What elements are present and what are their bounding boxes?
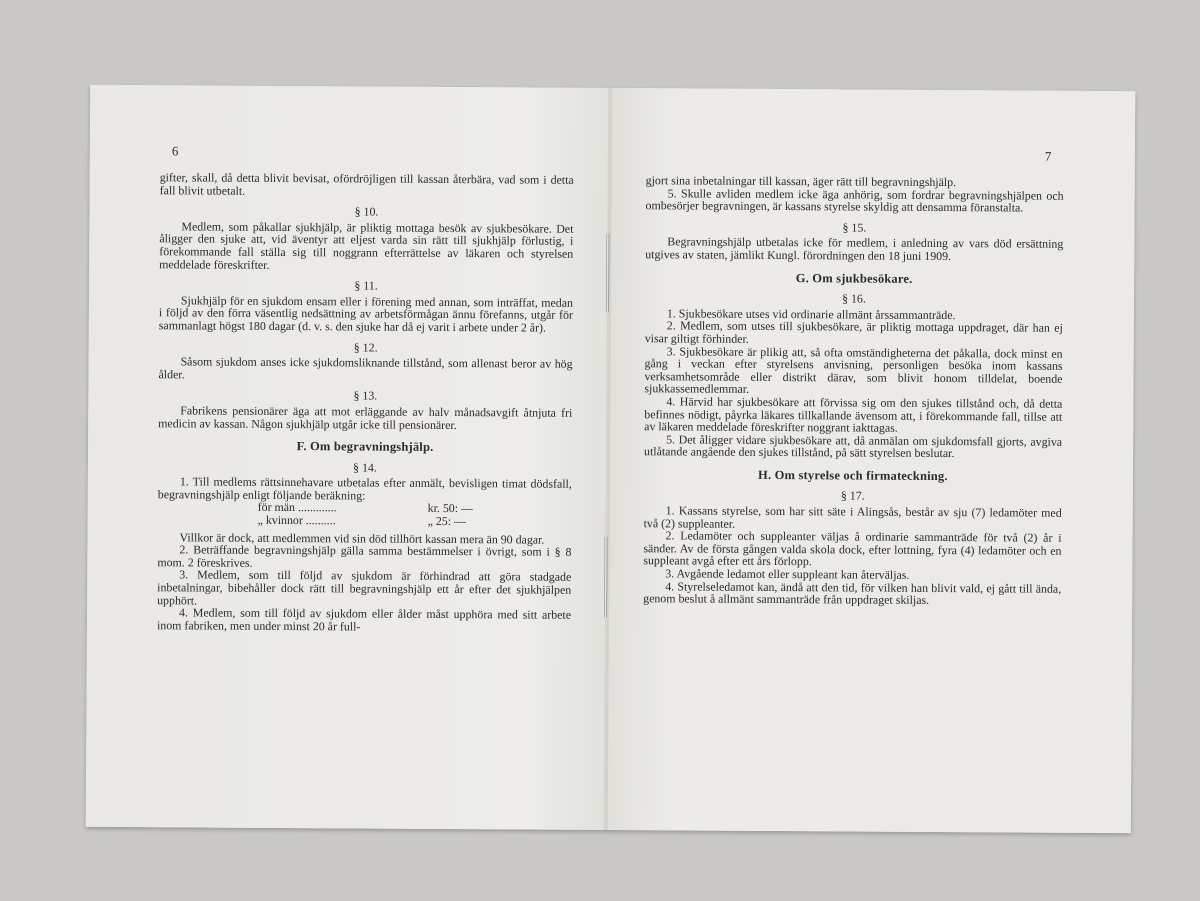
paragraph: Fabrikens pensionärer äga att mot erläggande av halv månadsavgift åtnjuta fri medicin av kassan. Någon sjukhjälp utgår icke till pensionärer. xyxy=(158,403,573,432)
page-number: 6 xyxy=(171,143,179,159)
right-text-column xyxy=(643,174,1064,607)
paragraph: gjort sina inbetalningar till kassan, äger rätt till begravningshjälp. xyxy=(645,173,957,190)
section-number: § 17. xyxy=(840,488,865,504)
section-number: § 10. xyxy=(354,204,379,219)
paragraph: 5. Det åligger vidare sjukbesökare att, då anmälan om sjukdomsfall gjorts, avgiva utlåtande angående den sjukes tillstånd, på sätt styrelsen beslutar. xyxy=(644,432,1063,461)
paragraph: 5. Skulle avliden medlem icke äga anhörig, som fordrar begravningshjälpen och ombesörjer begravningen, är kassans styrelse skyldig att densamma föranstalta. xyxy=(645,185,1064,215)
right-page xyxy=(606,88,1136,833)
paragraph: 4. Medlem, som till följd av sjukdom eller ålder måst upphöra med sitt arbete inom fabriken, men under minst 20 år full- xyxy=(156,605,572,634)
section-number: § 12. xyxy=(353,339,378,355)
amount-value: kr. 50: — xyxy=(427,501,474,516)
paragraph: Såsom sjukdom anses icke sjukdomsliknande tillstånd, som allenast beror av hög ålder. xyxy=(158,354,573,382)
section-heading: H. Om styrelse och firmateckning. xyxy=(758,467,948,483)
left-text-column xyxy=(157,171,574,634)
section-number: § 16. xyxy=(842,291,866,306)
paragraph: gifter, skall, då detta blivit bevisat, ofördröjligen till kassan återbära, vad som i detta fall blivit utbetalt. xyxy=(159,170,574,198)
paragraph: 3. Sjukbesökare är plikig att, så ofta omständigheterna det påkalla, dock minst en gång i veckan efter styrelsens anvisning, personligen besöka inom kassans verksamhetsområde eller distrikt därav, som blivit honom tilldelat, boende sjukkassemedlemmar. xyxy=(644,343,1063,397)
section-number: § 15. xyxy=(842,220,867,235)
paragraph: 1. Kassans styrelse, som har sitt säte i Alingsås, består av sju (7) ledamöter med två (2) suppleanter. xyxy=(643,503,1062,531)
open-booklet xyxy=(86,85,1136,833)
page-number: 7 xyxy=(1044,148,1052,164)
paragraph: 4. Styrelseledamot kan, ändå att den tid, för vilken han blivit vald, ej gått till ända, genom beslut å allmänt sammanträde från uppdraget skiljas. xyxy=(643,578,1062,608)
paragraph: Medlem, som påkallar sjukhjälp, är pliktig mottaga besök av sjukbesökare. Det åligger den sjuke att, vid äventyr att eljest varda sin rätt till sjukhjälp förlustig, i förekommande fall ställa sig till noggrann efterrättelse av läkaren och styrelsen meddelade föreskrifter. xyxy=(159,219,574,272)
paragraph: 4. Härvid har sjukbesökare att förvissa sig om den sjukes tillstånd och, då detta befinnes nödigt, påyrka läkares tillkallande ävensom att, i förekommande fall, tillse att av läkaren meddelade föreskrifter noggrant iakttagas. xyxy=(644,394,1063,435)
amount-row xyxy=(158,513,572,528)
paragraph: 1. Sjukbesökare utses vid ordinarie allmänt årssammanträde. xyxy=(666,306,956,322)
paragraph: Sjukhjälp för en sjukdom ensam eller i förening med annan, som inträffat, medan i följd av den förra väsentlig nedsättning av arbetsförmågan ännu förefanns, utgår för sammanlagt högst 180 dagar (d. v. s. den sjuke har då ej varit i arbete under 2 år). xyxy=(158,293,573,335)
paragraph: Begravningshjälp utbetalas icke för medlem, i anledning av vars död ersättning utgives av staten, jämlikt Kungl. förordningen den 18 juni 1909. xyxy=(645,234,1064,264)
staple-top xyxy=(602,233,614,313)
paragraph: 2. Medlem, som utses till sjukbesökare, är pliktig mottaga uppdraget, där han ej visar giltigt förhinder. xyxy=(644,318,1063,346)
section-number: § 13. xyxy=(353,388,378,403)
section-heading: G. Om sjukbesökare. xyxy=(795,270,913,286)
amount-label: för män ............. xyxy=(257,500,337,515)
paragraph: Villkor är dock, att medlemmen vid sin död tillhört kassan mera än 90 dagar. xyxy=(179,530,545,547)
paragraph: 1. Till medlems rättsinnehavare utbetalas efter anmält, bevisligen timat dödsfall, begravningshjälp enligt följande beräkning: xyxy=(157,474,572,503)
left-page xyxy=(86,85,611,830)
amount-value: „ 25: — xyxy=(427,513,466,529)
section-number: § 11. xyxy=(354,278,378,293)
staple-bottom xyxy=(600,536,613,618)
paragraph: 3. Avgående ledamot eller suppleant kan återväljas. xyxy=(665,566,910,582)
staple-wire xyxy=(606,233,609,313)
paragraph: 2. Ledamöter och suppleanter väljas å ordinarie sammanträde för två (2) år i sänder. Av de första gången valda skola dock, efter lottning, fyra (4) ledamöter och en suppleant avgå efter ett års förlopp. xyxy=(643,528,1062,569)
paragraph: 2. Beträffande begravningshjälp gälla samma bestämmelser i övrigt, som i § 8 mom. 2 föreskrives. xyxy=(157,542,572,570)
paragraph: 3. Medlem, som till följd av sjukdom är förhindrad att göra stadgade inbetalningar, bibehåller dock rätt till begravningshjälp ett år efter det sjukhjälpen upphört. xyxy=(157,567,572,608)
section-number: § 14. xyxy=(353,460,377,475)
section-heading: F. Om begravningshjälp. xyxy=(296,439,434,455)
staple-wire xyxy=(604,536,608,618)
amount-label: „ kvinnor .......... xyxy=(257,512,336,528)
